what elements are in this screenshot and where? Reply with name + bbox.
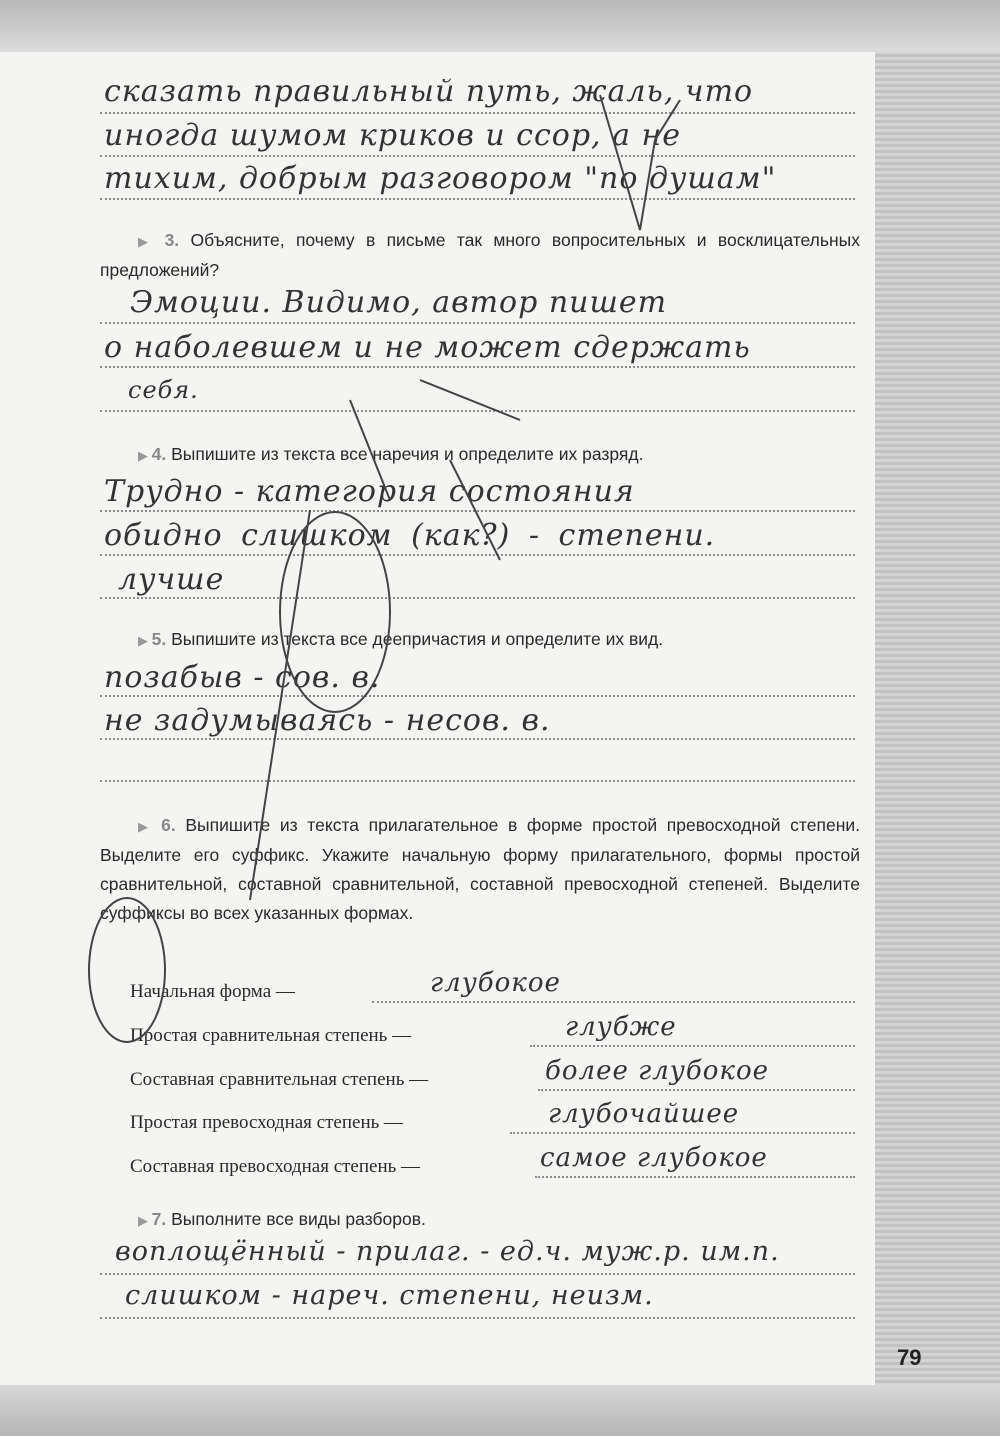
question-4: ▶ 4. Выпишите из текста все наречия и определите их разряд. (138, 444, 644, 464)
arrow-icon: ▶ (138, 234, 165, 249)
question-6: ▶ 6. Выпишите из текста прилагательное в форме простой превосходной степени. Выделите его суффикс. Укажите начальную форму прилагательного, формы простой сравнительной, составной сравнительной, составной превосходной степеней. Выделите суффиксы во всех указанных формах. (100, 815, 860, 923)
question-3: ▶ 3. Объясните, почему в письме так много вопросительных и восклицательных предложений? (100, 230, 860, 280)
handwritten-answer: не задумываясь - несов. в. (104, 703, 551, 738)
handwritten-answer: самое глубокое (540, 1143, 768, 1173)
arrow-icon: ▶ (138, 819, 162, 834)
pen-stroke (450, 460, 500, 560)
handwritten-answer: себя. (128, 376, 199, 404)
form-row: Начальная форма — (130, 981, 295, 1002)
pen-circle (280, 512, 390, 712)
form-row: Составная сравнительная степень — (130, 1069, 429, 1090)
handwritten-answer: Эмоции. Видимо, автор пишет (130, 285, 668, 320)
form-row: Простая превосходная степень — (130, 1112, 404, 1133)
question-5: ▶ 5. Выпишите из текста все деепричастия и определите их вид. (138, 629, 664, 649)
handwritten-answer: более глубокое (545, 1056, 769, 1086)
handwritten-answer: глубже (565, 1012, 677, 1042)
handwritten-answer: тихим, добрым разговором "по душам" (104, 161, 777, 196)
form-row: Простая сравнительная степень — (130, 1025, 412, 1046)
handwritten-answer: глубочайшее (548, 1099, 740, 1129)
handwritten-answer: воплощённый - прилаг. - ед.ч. муж.р. им.п. (115, 1236, 780, 1267)
pen-stroke (600, 95, 680, 230)
arrow-icon: ▶ (138, 633, 152, 648)
arrow-icon: ▶ (138, 1213, 152, 1228)
handwritten-answer: глубокое (430, 968, 561, 998)
pen-stroke (420, 380, 520, 420)
handwritten-answer: обидно слишком (как?) - степени. (104, 518, 716, 553)
handwritten-answer: иногда шумом криков и ссор, а не (104, 118, 682, 153)
pen-stroke (250, 510, 310, 900)
handwritten-answer: лучше (118, 562, 225, 597)
page-number: 79 (897, 1345, 922, 1370)
form-row: Составная превосходная степень — (130, 1156, 421, 1177)
pen-circle (89, 898, 165, 1042)
pen-stroke (350, 400, 390, 500)
handwritten-answer: позабыв - сов. в. (104, 660, 381, 695)
handwritten-answer: сказать правильный путь, жаль, что (104, 74, 754, 109)
handwritten-answer: Трудно - категория состояния (104, 474, 635, 509)
handwritten-answer: слишком - нареч. степени, неизм. (125, 1280, 654, 1311)
handwritten-answer: о наболевшем и не может сдержать (104, 330, 751, 365)
question-7: ▶ 7. Выполните все виды разборов. (138, 1209, 426, 1229)
arrow-icon: ▶ (138, 448, 152, 463)
